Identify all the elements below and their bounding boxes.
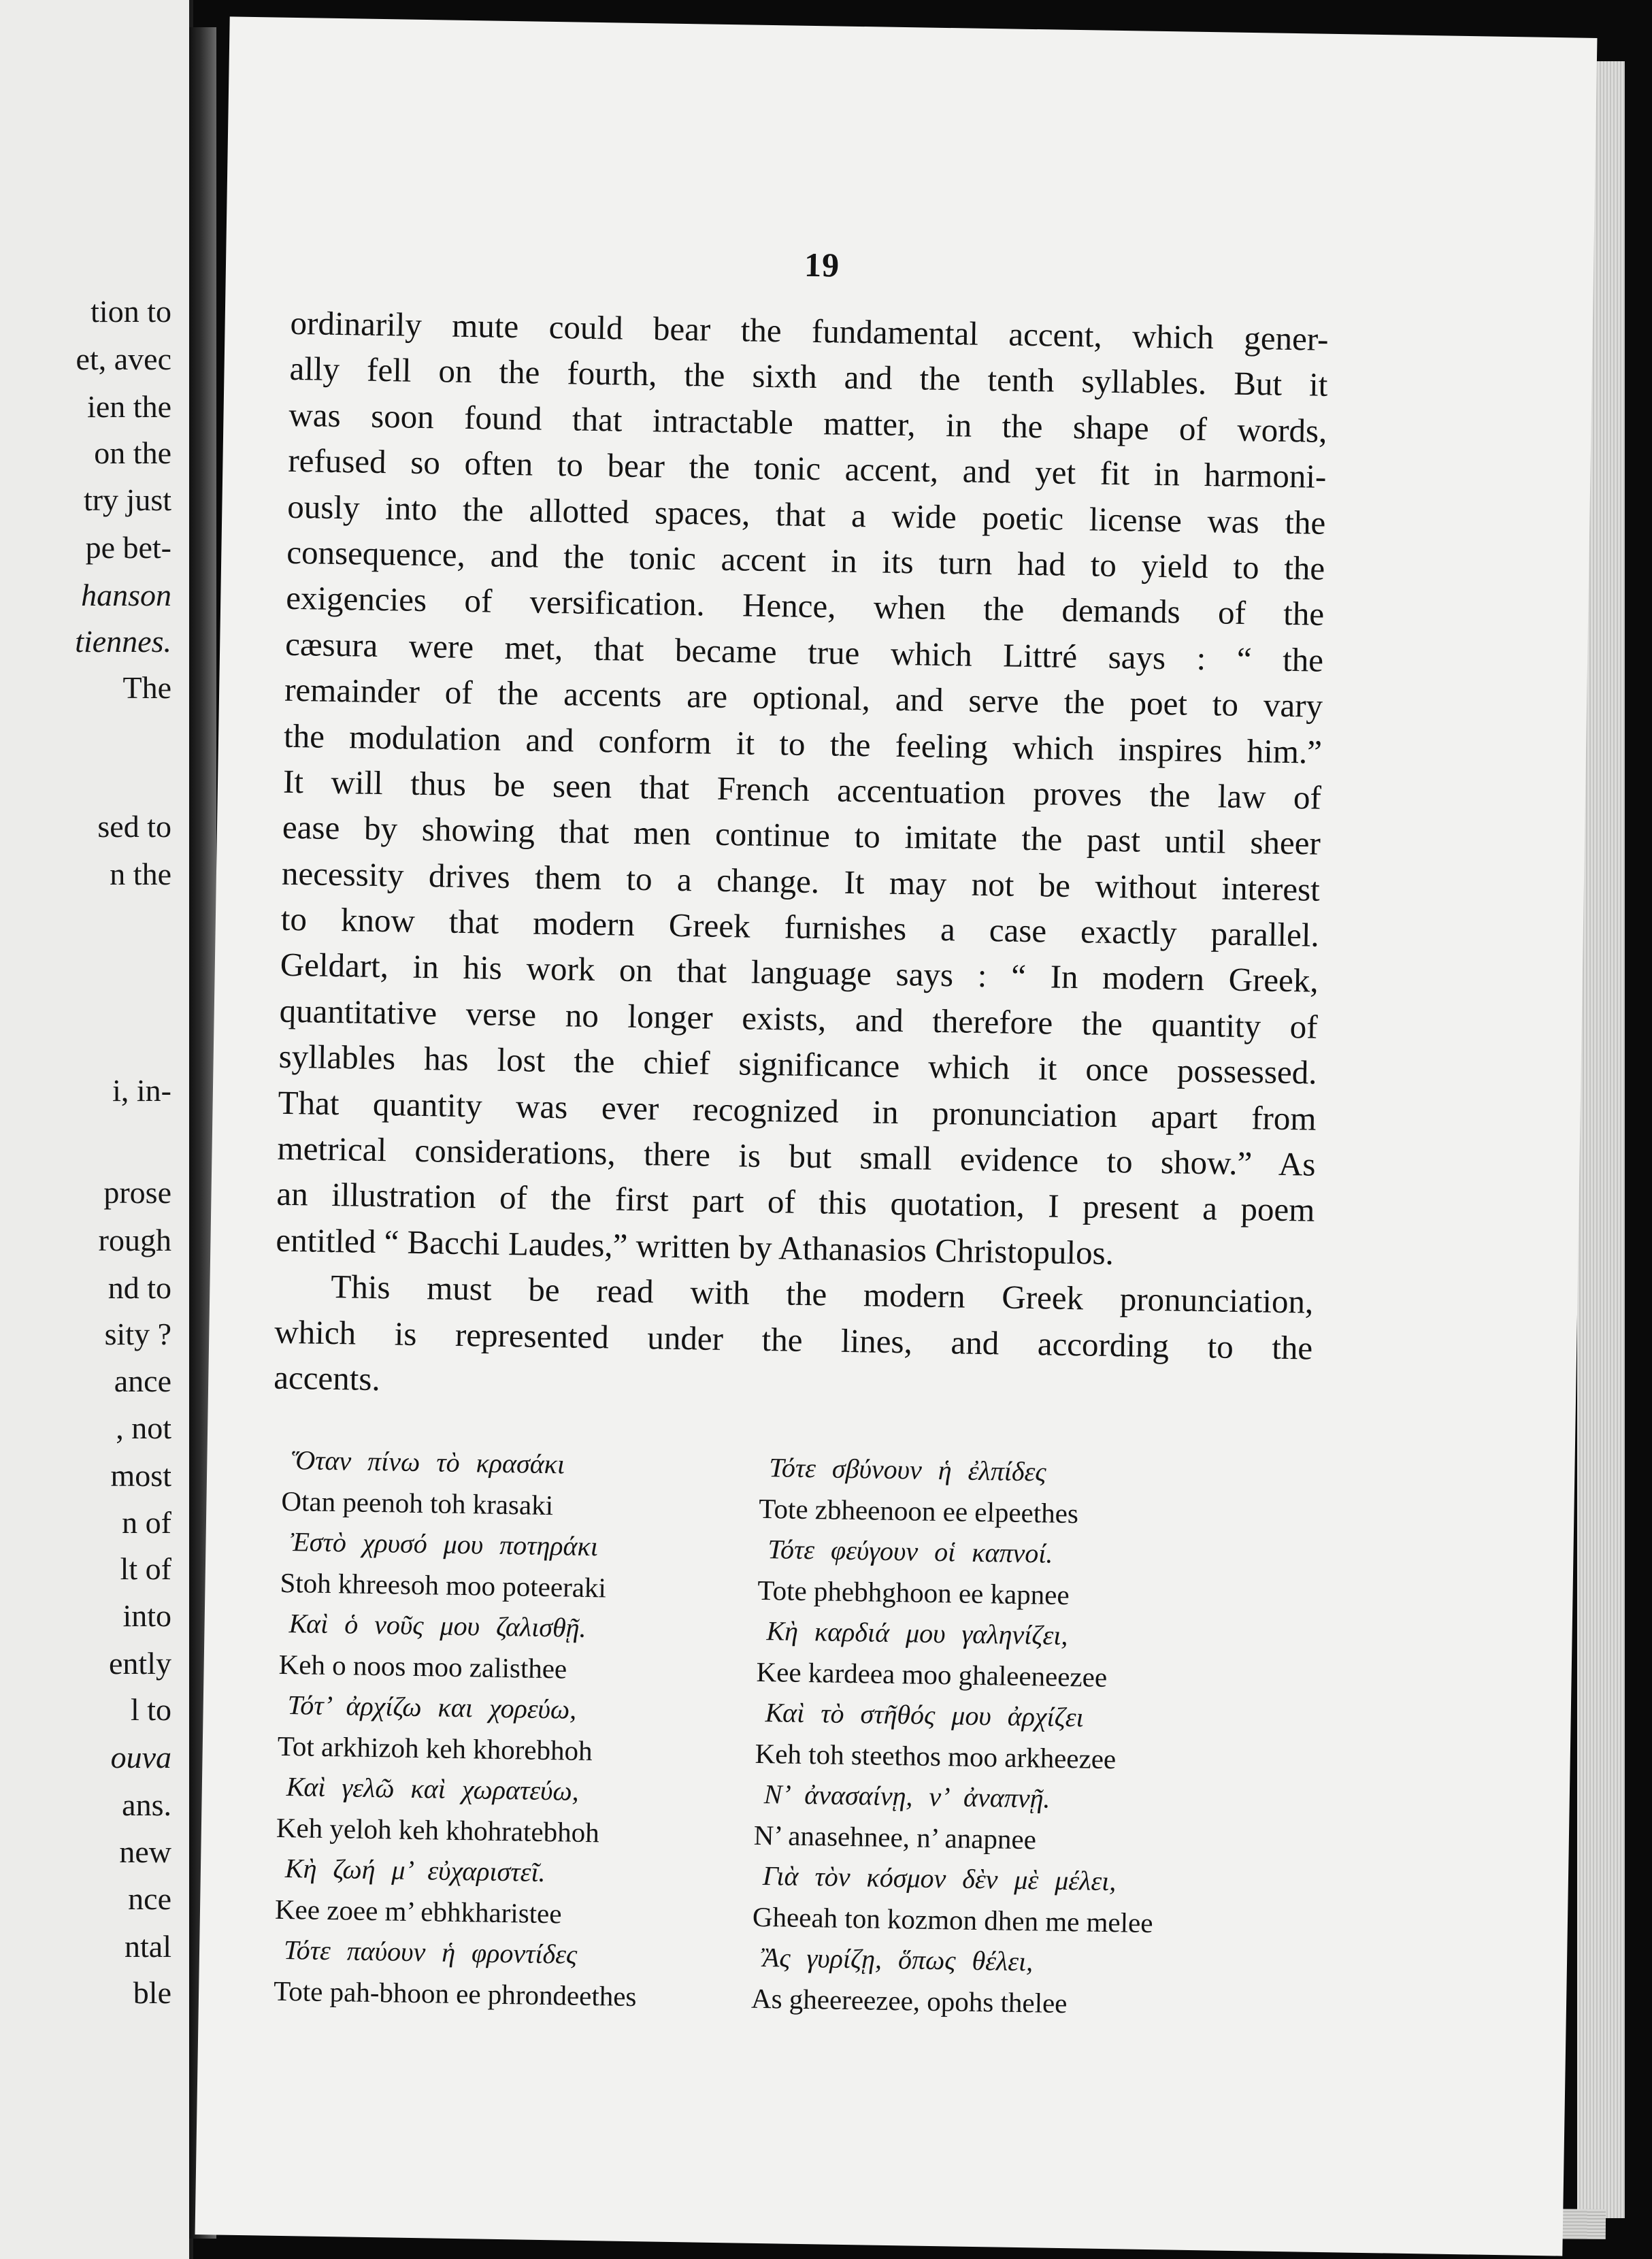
body-line: necessity drives them to a change. It may not be without interest xyxy=(281,854,1321,908)
left-page-fragment: try just xyxy=(83,482,171,517)
left-page-fragment: et, avec xyxy=(76,342,171,376)
poem-transliteration-line: Otan peenoh toh krasaki xyxy=(281,1485,554,1521)
body-line: an illustration of the first part of this quotation, I present a poem xyxy=(276,1175,1315,1230)
left-page-fragment: The xyxy=(122,670,171,705)
body-line: accents. xyxy=(273,1358,381,1398)
body-line: ally fell on the fourth, the sixth and the tenth syllables. But it xyxy=(289,350,1328,404)
body-line: cæsura were met, that became true which Littré says : “ the xyxy=(284,625,1324,679)
left-page-fragment: pe bet- xyxy=(85,530,171,565)
body-text xyxy=(274,300,1329,1417)
poem-greek-line: Κὴ ζωή μ’ εὐχαριστεῖ. xyxy=(284,1853,546,1888)
body-line: which is represented under the lines, and according to the xyxy=(274,1313,1313,1367)
left-page-fragment: ans. xyxy=(122,1787,171,1822)
poem-transliteration-line: As gheereezee, opohs thelee xyxy=(750,1982,1068,2019)
body-line: ously into the allotted spaces, that a wide poetic license was the xyxy=(287,487,1326,542)
poem-greek-line: Τότε σβύνουν ἡ ἐλπίδες xyxy=(768,1452,1046,1487)
body-line: refused so often to bear the tonic accent, and yet fit in harmoni- xyxy=(288,442,1327,495)
poem-greek-line: Ν’ ἀνασαίνῃ, ν’ ἀναπνῇ. xyxy=(763,1779,1051,1814)
body-line: That quantity was ever recognized in pronunciation apart from xyxy=(278,1083,1317,1138)
left-page-fragment: prose xyxy=(103,1175,171,1210)
poem-transliteration-line: Stoh khreesoh moo poteeraki xyxy=(280,1566,607,1604)
body-line: the modulation and conform it to the feeling which inspires him.” xyxy=(283,716,1323,771)
previous-page xyxy=(0,0,193,2259)
poem-transliteration-line: Tote phebhghoon ee kapnee xyxy=(757,1574,1070,1611)
poem-transliteration-line: Gheeah ton kozmon dhen me melee xyxy=(752,1900,1153,1939)
left-page-fragment: rough xyxy=(98,1223,171,1257)
body-line: metrical considerations, there is but small evidence to show.” As xyxy=(277,1129,1316,1183)
body-line: entitled “ Bacchi Laudes,” written by Athanasios Christopulos. xyxy=(276,1221,1114,1272)
body-line: syllables has lost the chief significance which it once possessed. xyxy=(278,1037,1317,1091)
poem-transliteration-line: Kee kardeea moo ghaleeneezee xyxy=(756,1655,1108,1693)
body-line: exigencies of versification. Hence, when the demands of the xyxy=(285,579,1325,633)
poem-greek-line: Τότε παύουν ἡ φροντίδες xyxy=(283,1934,578,1970)
poem-greek-line: Καὶ ὁ νοῦς μου ζαλισθῇ. xyxy=(288,1608,587,1643)
body-line: to know that modern Greek furnishes a case exactly parallel. xyxy=(280,900,1320,954)
body-line: Geldart, in his work on that language says : “ In modern Greek, xyxy=(280,946,1319,1000)
left-page-fragment: n of xyxy=(122,1505,171,1540)
body-line: consequence, and the tonic accent in its turn had to yield to the xyxy=(286,533,1325,587)
left-page-fragment: sity ? xyxy=(104,1317,171,1351)
page-number: 19 xyxy=(804,245,840,284)
left-page-fragment: into xyxy=(122,1598,171,1633)
body-line: ease by showing that men continue to imitate the past until sheer xyxy=(282,808,1321,863)
left-page-fragment: ouva xyxy=(110,1740,171,1775)
left-page-fragment: sed to xyxy=(97,809,171,844)
current-page xyxy=(195,16,1598,2256)
poem-transliteration-line: Keh yeloh keh khohratebhoh xyxy=(276,1811,600,1849)
body-line: remainder of the accents are optional, and serve the poet to vary xyxy=(284,670,1323,725)
poem-greek-line: Τότ’ ἀρχίζω και χορεύω, xyxy=(287,1689,577,1725)
left-page-fragment: ntal xyxy=(125,1929,171,1964)
left-page-fragment: i, in- xyxy=(112,1073,171,1108)
poem-transliteration-line: Kee zoee m’ ebhkharistee xyxy=(274,1893,562,1930)
poem-greek-line: Καὶ τὸ στῆθός μου ἀρχίζει xyxy=(765,1697,1085,1733)
left-page-fragment: nd to xyxy=(108,1270,171,1305)
left-page-fragment: new xyxy=(119,1834,171,1869)
left-page-fragment: ble xyxy=(133,1975,171,2010)
poem-transliteration-line: Tote pah-bhoon ee phrondeethes xyxy=(273,1975,637,2013)
poem-greek-line: Τότε φεύγουν οἱ καπνοί. xyxy=(767,1534,1053,1569)
left-page-fragment: n the xyxy=(110,857,171,891)
left-page-fragment: most xyxy=(110,1458,171,1493)
poem-transliteration-line: Keh o noos moo zalisthee xyxy=(278,1648,567,1685)
poem-transliteration-line: N’ anasehnee, n’ anapnee xyxy=(753,1819,1037,1856)
left-page-fragment: ently xyxy=(109,1646,171,1681)
body-line: was soon found that intractable matter, in the shape of words, xyxy=(288,395,1327,450)
body-line: It will thus be seen that French accentuation proves the law of xyxy=(282,762,1322,817)
left-page-fragment: hanson xyxy=(81,578,171,612)
body-line: ordinarily mute could bear the fundamental accent, which gener- xyxy=(290,303,1329,358)
left-page-fragment: tiennes. xyxy=(75,624,171,659)
poem-column-right xyxy=(751,1447,1161,2025)
poem-greek-line: Γιὰ τὸν κόσμον δὲν μὲ μέλει, xyxy=(762,1860,1117,1897)
body-line: This must be read with the modern Greek pronunciation, xyxy=(330,1268,1314,1321)
poem-transliteration-line: Keh toh steethos moo arkheezee xyxy=(755,1737,1117,1775)
left-page-fragment: l to xyxy=(130,1692,171,1727)
left-page-fragment: ance xyxy=(114,1364,171,1398)
poem-greek-line: Καὶ γελῶ καὶ χωρατεύω, xyxy=(286,1771,580,1807)
poem-transliteration-line: Tot arkhizoh keh khorebhoh xyxy=(277,1730,593,1767)
poem-column-left xyxy=(274,1440,646,2017)
poem-greek-line: Ὅταν πίνω τὸ κρασάκι xyxy=(291,1445,565,1480)
left-page-fragment: tion to xyxy=(90,294,171,329)
left-page-fragment: on the xyxy=(94,435,171,470)
left-page-fragment: , not xyxy=(116,1411,171,1445)
left-page-fragment: nce xyxy=(128,1881,171,1916)
body-line: quantitative verse no longer exists, and therefore the quantity of xyxy=(279,991,1319,1046)
poem-greek-line: Ἂς γυρίζῃ, ὅπως θέλει, xyxy=(761,1942,1034,1977)
left-page-fragment: lt of xyxy=(120,1551,171,1586)
poem-greek-line: Ἐστὸ χρυσό μου ποτηράκι xyxy=(290,1526,599,1562)
poem-greek-line: Κὴ καρδιά μου γαληνίζει, xyxy=(766,1615,1068,1651)
poem-transliteration-line: Tote zbheenoon ee elpeethes xyxy=(759,1492,1079,1530)
left-page-fragment: ien the xyxy=(87,389,171,424)
